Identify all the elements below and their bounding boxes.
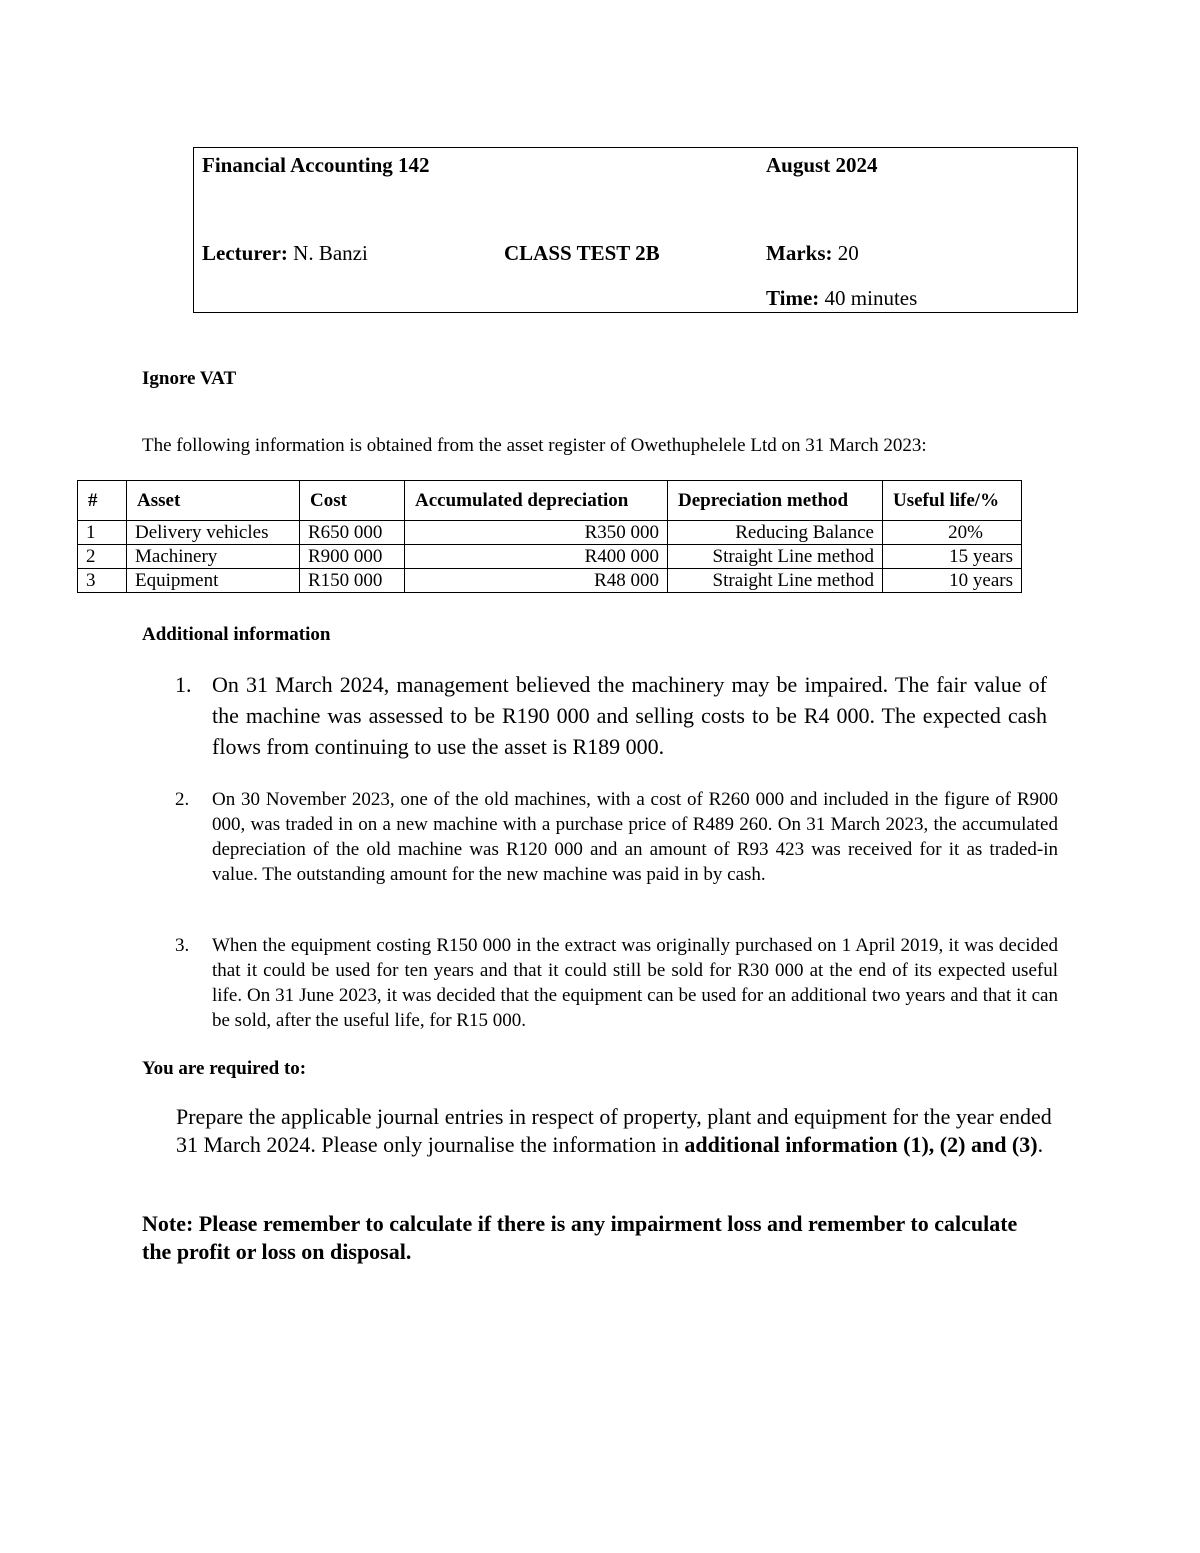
table-cell: R400 000 xyxy=(405,545,668,569)
table-cell: 3 xyxy=(78,569,127,593)
column-header: Accumulated depreciation xyxy=(405,481,668,521)
ignore-vat-instruction: Ignore VAT xyxy=(142,368,237,389)
table-cell: 20% xyxy=(883,521,1022,545)
item-text: When the equipment costing R150 000 in the extract was originally purchased on 1 April 2019, it was decided that it could be used for ten years and that it could still be sold for R30 000 at the end of its expected useful life. On 31 June 2023, it was decided that the equipment can be used for an additional two years and that it can be sold, after the useful life, for R15 000. xyxy=(212,935,1058,1031)
table-cell: Straight Line method xyxy=(668,569,883,593)
instruction-text-end: . xyxy=(1037,1132,1044,1157)
table-row xyxy=(78,521,1022,545)
test-header-box xyxy=(193,147,1078,313)
column-header: Asset xyxy=(127,481,300,521)
table-cell: 1 xyxy=(78,521,127,545)
additional-info-heading: Additional information xyxy=(142,624,331,645)
column-header: Useful life/% xyxy=(883,481,1022,521)
table-cell: Machinery xyxy=(127,545,300,569)
time: Time: 40 minutes xyxy=(766,286,918,310)
table-cell: R48 000 xyxy=(405,569,668,593)
note: Note: Please remember to calculate if there is any impairment loss and remember to calculate the profit or loss on disposal. xyxy=(142,1211,1018,1264)
table-cell: 10 years xyxy=(883,569,1022,593)
table-cell: Delivery vehicles xyxy=(127,521,300,545)
item-text: On 30 November 2023, one of the old machines, with a cost of R260 000 and included in the figure of R900 000, was traded in on a new machine with a purchase price of R489 260. On 31 March 2023, the accumulated depreciation of the old machine was R120 000 and an amount of R93 423 was received for it as traded-in value. The outstanding amount for the new machine was paid in by cash. xyxy=(212,789,1058,885)
test-date: August 2024 xyxy=(766,153,878,177)
item-number: 1. xyxy=(175,672,192,697)
table-cell: Straight Line method xyxy=(668,545,883,569)
test-name: CLASS TEST 2B xyxy=(504,241,660,265)
table-header-row xyxy=(78,481,1022,521)
intro-text: The following information is obtained from the asset register of Owethuphelele Ltd on 31 March 2023: xyxy=(142,435,927,456)
course-title: Financial Accounting 142 xyxy=(202,153,430,177)
item-number: 3. xyxy=(175,935,190,956)
table-cell: Equipment xyxy=(127,569,300,593)
item-text: On 31 March 2024, management believed the machinery may be impaired. The fair value of the machine was assessed to be R190 000 and selling costs to be R4 000. The expected cash flows from continuing to use the asset is R189 000. xyxy=(212,672,1047,759)
asset-register-table xyxy=(77,480,1022,593)
table-cell: 2 xyxy=(78,545,127,569)
table-cell: R350 000 xyxy=(405,521,668,545)
table-row xyxy=(78,569,1022,593)
table-cell: R900 000 xyxy=(300,545,405,569)
column-header: Depreciation method xyxy=(668,481,883,521)
table-cell: Reducing Balance xyxy=(668,521,883,545)
table-cell: R150 000 xyxy=(300,569,405,593)
table-cell: R650 000 xyxy=(300,521,405,545)
instruction-bold-text: additional information (1), (2) and (3) xyxy=(684,1132,1038,1157)
item-number: 2. xyxy=(175,789,190,810)
required-instruction xyxy=(176,1103,1066,1159)
lecturer: Lecturer: N. Banzi xyxy=(202,241,368,265)
instruction-text: Prepare the applicable journal entries in respect of property, plant and equipment for the year ended 31 March 2024. Please only journalise the information in xyxy=(176,1104,1052,1157)
table-cell: 15 years xyxy=(883,545,1022,569)
required-heading: You are required to: xyxy=(142,1058,307,1079)
marks: Marks: 20 xyxy=(766,241,859,265)
column-header: Cost xyxy=(300,481,405,521)
column-header: # xyxy=(78,481,127,521)
table-row xyxy=(78,545,1022,569)
